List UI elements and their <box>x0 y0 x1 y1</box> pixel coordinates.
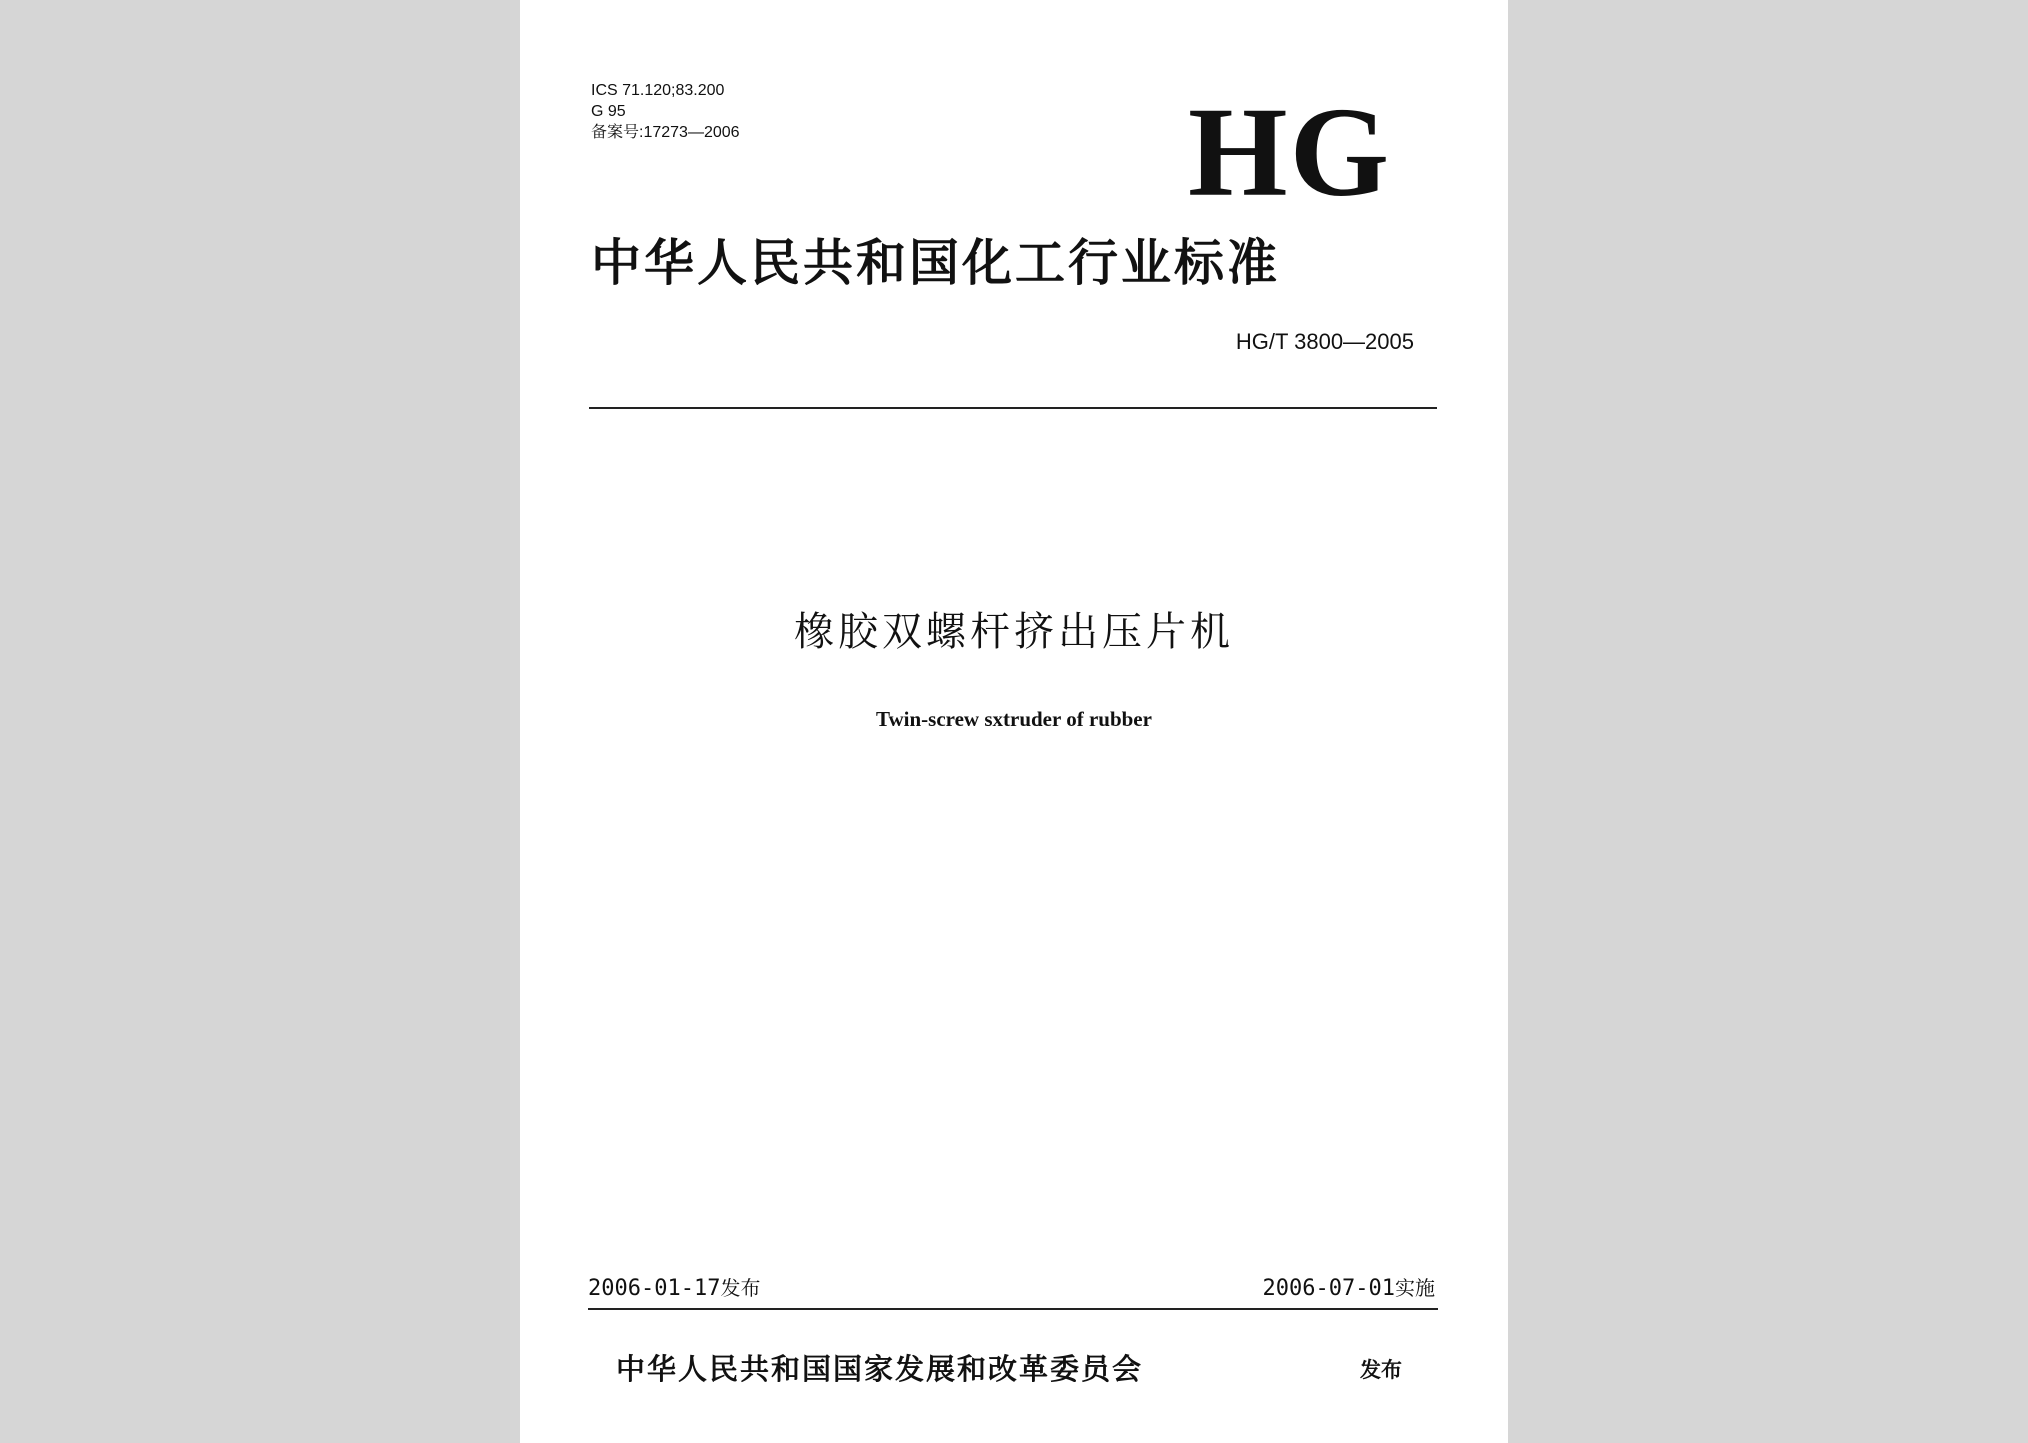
document-title-cn: 橡胶双螺杆挤出压片机 <box>794 609 1234 655</box>
hg-logo: HG <box>1188 81 1392 223</box>
document-page <box>520 0 1508 1443</box>
standard-code: HG/T 3800—2005 <box>1235 329 1414 354</box>
issue-date: 2006-01-17 <box>588 1276 721 1301</box>
issue-date-line <box>588 1274 760 1303</box>
publisher-action: 发布 <box>1360 1358 1402 1382</box>
bottom-divider <box>588 1308 1438 1310</box>
publisher-name: 中华人民共和国国家发展和改革委员会 <box>616 1352 1144 1386</box>
classification-block <box>591 80 740 143</box>
filing-number: 备案号:17273—2006 <box>591 124 740 141</box>
ccs-code: G 95 <box>591 103 626 120</box>
issue-label: 发布 <box>720 1276 761 1300</box>
document-title-en: Twin-screw sxtruder of rubber <box>876 707 1152 731</box>
standard-title: 中华人民共和国化工行业标准 <box>591 234 1280 292</box>
effective-label: 实施 <box>1395 1276 1435 1300</box>
top-divider <box>589 407 1437 409</box>
ics-code: ICS 71.120;83.200 <box>591 82 725 99</box>
effective-date-line <box>1263 1274 1435 1303</box>
effective-date: 2006-07-01 <box>1262 1276 1395 1301</box>
